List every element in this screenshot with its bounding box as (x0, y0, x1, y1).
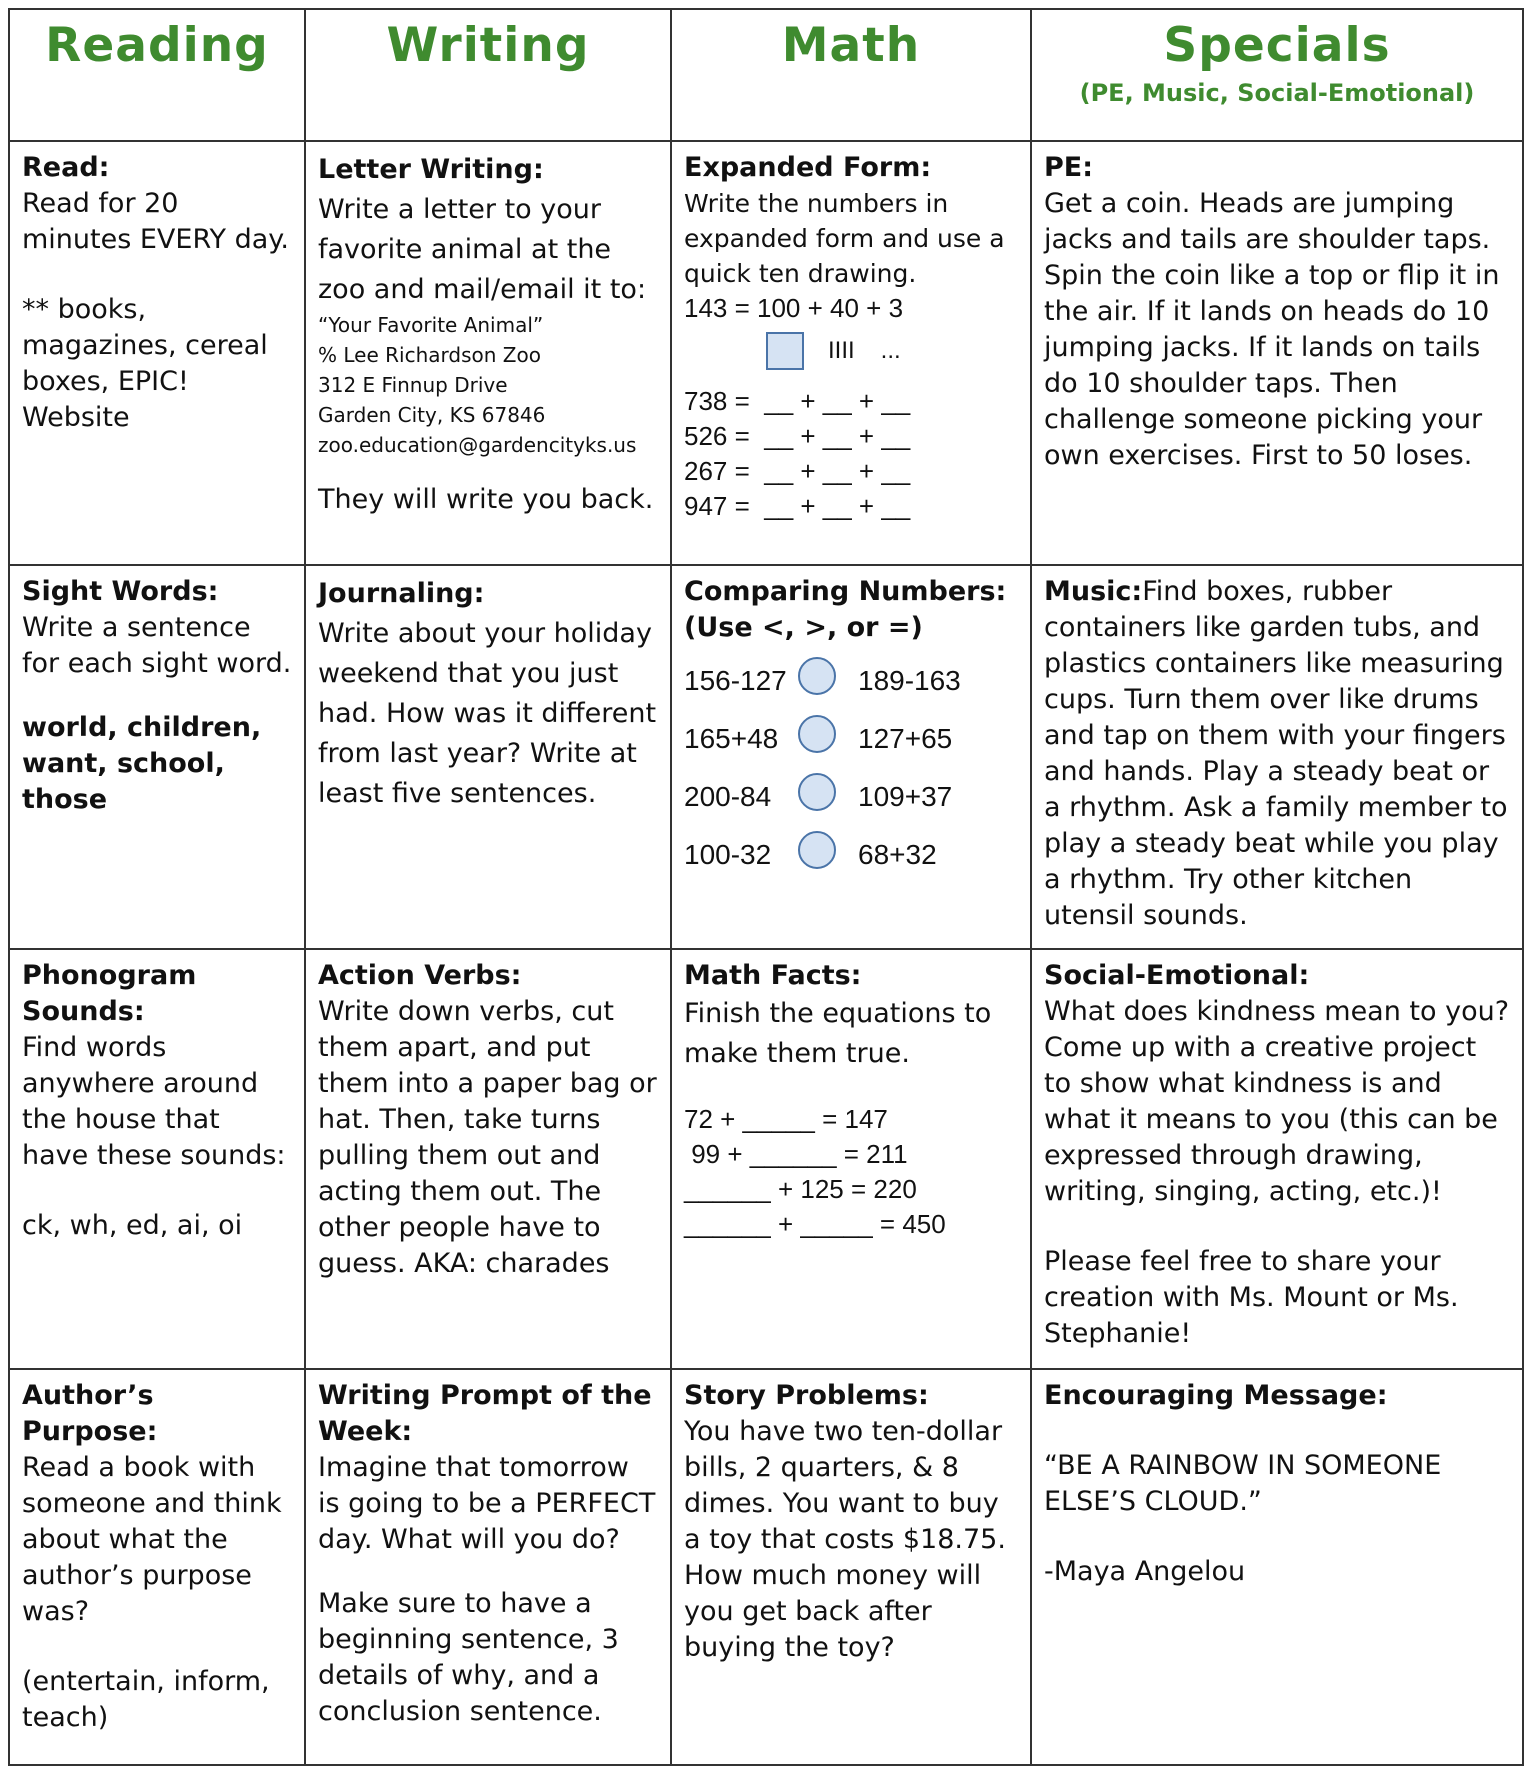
cell-note: (entertain, inform, teach) (22, 1666, 270, 1733)
compare-left: 100-32 (684, 839, 772, 870)
cell-text: Read for 20 minutes EVERY day. (22, 188, 289, 255)
math-fact-equation: ______ + 125 = 220 (684, 1174, 917, 1204)
sight-word-list: world, children, want, school, those (22, 712, 262, 815)
cell-title: Action Verbs: (318, 960, 522, 991)
column-title-reading: Reading (45, 18, 269, 73)
compare-problem (684, 768, 1018, 826)
tally-marks: IIII (828, 337, 855, 364)
quote-text: “BE A RAINBOW IN SOMEONE ELSE’S CLOUD.” (1044, 1450, 1442, 1517)
header-reading (9, 9, 305, 141)
answer-circle[interactable] (798, 831, 836, 869)
cell-text: What does kindness mean to you? Come up with a creative project to show what kindness is and what it means to you (this can be expressed through drawing, writing, singing, acting, etc.)! (1044, 996, 1510, 1207)
cell-expanded-form (671, 141, 1031, 565)
compare-right: 189-163 (858, 665, 961, 696)
compare-right: 109+37 (858, 781, 953, 812)
header-math (671, 9, 1031, 141)
cell-text: Write a letter to your favorite animal at the zoo and mail/email it to: (318, 194, 647, 305)
activity-row-3 (9, 949, 1523, 1369)
answer-circle[interactable] (798, 715, 836, 753)
cell-read (9, 141, 305, 565)
cell-math-facts (671, 949, 1031, 1369)
cell-text: Write the numbers in expanded form and use a quick ten drawing. (684, 189, 1005, 288)
activity-row-1 (9, 141, 1523, 565)
cell-text: Finish the equations to make them true. (684, 998, 992, 1069)
cell-social-emotional (1031, 949, 1523, 1369)
quote-author: -Maya Angelou (1044, 1556, 1246, 1587)
cell-text: Write a sentence for each sight word. (22, 612, 292, 679)
cell-subtitle: (Use <, >, or =) (684, 612, 923, 643)
column-title-writing: Writing (386, 18, 590, 73)
activity-row-2 (9, 565, 1523, 949)
cell-text: Write about your holiday weekend that you just had. How was it different from last year? Write at least five sentences. (318, 618, 657, 809)
cell-title: Social-Emotional: (1044, 960, 1310, 991)
expanded-problem: 738 = __ + __ + __ (684, 386, 911, 416)
cell-letter-writing (305, 141, 671, 565)
compare-problem (684, 710, 1018, 768)
cell-note: Please feel free to share your creation with Ms. Mount or Ms. Stephanie! (1044, 1246, 1459, 1349)
cell-note: ** books, magazines, cereal boxes, EPIC! Website (22, 294, 268, 433)
cell-title: Comparing Numbers: (684, 576, 1007, 607)
math-fact-equation: 72 + _____ = 147 (684, 1104, 888, 1134)
compare-left: 200-84 (684, 781, 772, 812)
cell-text: Find words anywhere around the house that have these sounds: (22, 1032, 286, 1171)
cell-title: Phonogram Sounds: (22, 960, 197, 1027)
cell-note: Make sure to have a beginning sentence, 3 details of why, and a conclusion sentence. (318, 1588, 619, 1727)
cell-journaling (305, 565, 671, 949)
cell-title: Journaling: (318, 578, 485, 609)
compare-right: 68+32 (858, 839, 937, 870)
email-address: zoo.education@gardencityks.us (318, 433, 637, 457)
cell-title: Letter Writing: (318, 154, 544, 185)
cell-title: Expanded Form: (684, 152, 932, 183)
answer-circle[interactable] (798, 773, 836, 811)
cell-text: Imagine that tomorrow is going to be a PERFECT day. What will you do? (318, 1452, 656, 1555)
ellipsis: ... (880, 337, 901, 364)
cell-title: Author’s Purpose: (22, 1380, 158, 1447)
expanded-problem: 526 = __ + __ + __ (684, 421, 911, 451)
cell-closing: They will write you back. (318, 484, 654, 515)
compare-problem (684, 652, 1018, 710)
specials-subtitle: (PE, Music, Social-Emotional) (1079, 79, 1475, 107)
address-line: “Your Favorite Animal” (318, 313, 544, 337)
cell-phonogram-sounds (9, 949, 305, 1369)
cell-authors-purpose (9, 1369, 305, 1765)
quick-ten-drawing (684, 332, 1018, 370)
cell-title: Writing Prompt of the Week: (318, 1380, 652, 1447)
cell-text: Read a book with someone and think about what the author’s purpose was? (22, 1452, 282, 1627)
compare-left: 165+48 (684, 723, 779, 754)
cell-music (1031, 565, 1523, 949)
choice-board-table (8, 8, 1524, 1766)
cell-writing-prompt (305, 1369, 671, 1765)
activity-row-4 (9, 1369, 1523, 1765)
answer-circle[interactable] (798, 657, 836, 695)
example-equation: 143 = 100 + 40 + 3 (684, 293, 904, 323)
header-row (9, 9, 1523, 141)
expanded-problem: 267 = __ + __ + __ (684, 456, 911, 486)
hundred-square-icon (766, 332, 804, 370)
cell-title: Story Problems: (684, 1380, 929, 1411)
cell-text: Get a coin. Heads are jumping jacks and tails are shoulder taps. Spin the coin like a top or flip it in the air. If it lands on heads do 10 jumping jacks. If it lands on tails do 10 shoulder taps. Then challenge someone picking your own exercises. First to 50 loses. (1044, 188, 1500, 471)
math-fact-equation: ______ + _____ = 450 (684, 1209, 946, 1239)
header-writing (305, 9, 671, 141)
cell-text: Find boxes, rubber containers like garden tubs, and plastics containers like measuring cups. Turn them over like drums and tap on them with your fingers and hands. Play a steady beat or a rhythm. Ask a family member to play a steady beat while you play a rhythm. Try other kitchen utensil sounds. (1044, 576, 1508, 931)
cell-title: Music: (1044, 576, 1143, 607)
cell-text: You have two ten-dollar bills, 2 quarters, & 8 dimes. You want to buy a toy that costs $18.75. How much money will you get back after buying the toy? (684, 1416, 1006, 1663)
compare-left: 156-127 (684, 665, 787, 696)
header-specials (1031, 9, 1523, 141)
cell-title: Encouraging Message: (1044, 1380, 1388, 1411)
cell-title: Read: (22, 152, 110, 183)
cell-action-verbs (305, 949, 671, 1369)
cell-text: Write down verbs, cut them apart, and put them into a paper bag or hat. Then, take turns pulling them out and acting them out. The other people have to guess. AKA: charades (318, 996, 657, 1279)
expanded-problem: 947 = __ + __ + __ (684, 491, 911, 521)
cell-story-problems (671, 1369, 1031, 1765)
column-title-math: Math (781, 18, 921, 73)
math-fact-equation: 99 + ______ = 211 (684, 1139, 908, 1169)
cell-title: Sight Words: (22, 576, 219, 607)
compare-problem (684, 826, 1018, 884)
compare-right: 127+65 (858, 723, 953, 754)
cell-sight-words (9, 565, 305, 949)
cell-title: Math Facts: (684, 960, 862, 991)
sound-list: ck, wh, ed, ai, oi (22, 1210, 243, 1241)
cell-title: PE: (1044, 152, 1094, 183)
cell-encouraging-message (1031, 1369, 1523, 1765)
cell-comparing-numbers (671, 565, 1031, 949)
address-line: Garden City, KS 67846 (318, 403, 546, 427)
cell-pe (1031, 141, 1523, 565)
address-line: % Lee Richardson Zoo (318, 343, 541, 367)
address-line: 312 E Finnup Drive (318, 373, 508, 397)
column-title-specials: Specials (1163, 18, 1391, 73)
